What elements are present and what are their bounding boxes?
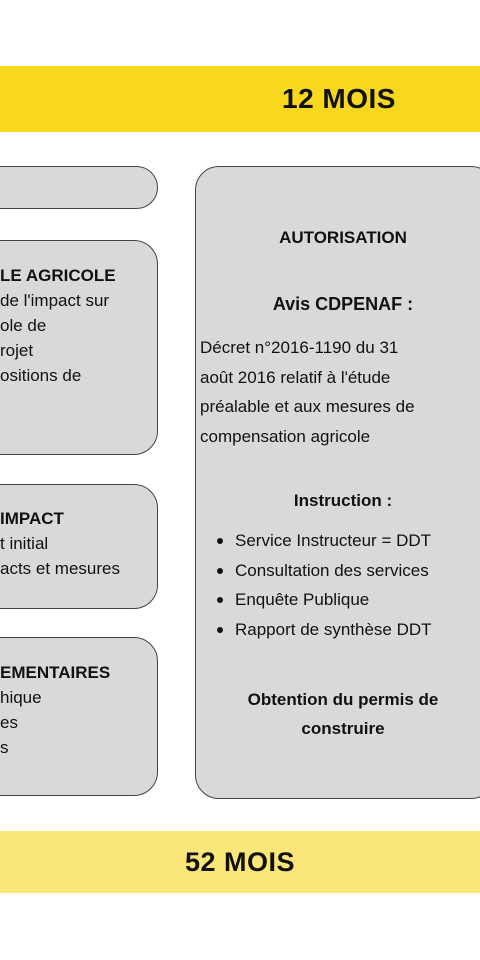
decree-line: préalable et aux mesures de <box>200 397 415 416</box>
agricultural-study-line: rojet <box>0 341 34 360</box>
duration-label-bottom: 52 MOIS <box>184 846 296 877</box>
agricultural-study-title: LE AGRICOLE <box>0 266 116 285</box>
regulatory-studies-line: s <box>0 738 9 757</box>
regulatory-studies-text <box>0 660 160 760</box>
agricultural-study-text <box>0 263 160 388</box>
impact-study-line: t initial <box>0 534 49 553</box>
agricultural-study-line: de l'impact sur <box>0 291 110 310</box>
cdpenaf-opinion-title: Avis CDPENAF : <box>272 294 414 314</box>
permit-line: Obtention du permis de <box>247 690 439 709</box>
regulatory-studies-title: EMENTAIRES <box>0 663 111 682</box>
instruction-title: Instruction : <box>293 491 393 510</box>
instruction-item: Consultation des services <box>217 556 432 586</box>
decree-reference <box>200 333 480 451</box>
decree-line: août 2016 relatif à l'étude <box>200 367 391 387</box>
impact-study-line: acts et mesures <box>0 559 120 578</box>
decree-line: Décret n°2016-1190 du 31 <box>200 338 399 357</box>
agricultural-study-line: ole de <box>0 316 47 335</box>
permit-line: construire <box>301 719 385 738</box>
building-permit-outcome <box>195 685 480 743</box>
instruction-item: Rapport de synthèse DDT <box>217 615 432 645</box>
authorization-title: AUTORISATION <box>279 228 407 247</box>
duration-label-top: 12 MOIS <box>282 83 396 114</box>
impact-study-title: IMPACT <box>0 509 64 528</box>
impact-study-text <box>0 506 160 581</box>
instruction-list <box>217 526 432 644</box>
regulatory-studies-line: hique <box>0 688 42 707</box>
duration-banner-52-mois <box>0 831 480 893</box>
duration-banner-12-mois <box>0 66 480 132</box>
instruction-item: Enquête Publique <box>217 585 432 615</box>
decree-line: compensation agricole <box>200 426 371 446</box>
authorization-content <box>195 166 480 799</box>
agricultural-study-line: ositions de <box>0 366 82 385</box>
regulatory-studies-line: es <box>0 713 18 732</box>
empty-stage-box <box>0 166 158 209</box>
instruction-item: Service Instructeur = DDT <box>217 526 432 556</box>
